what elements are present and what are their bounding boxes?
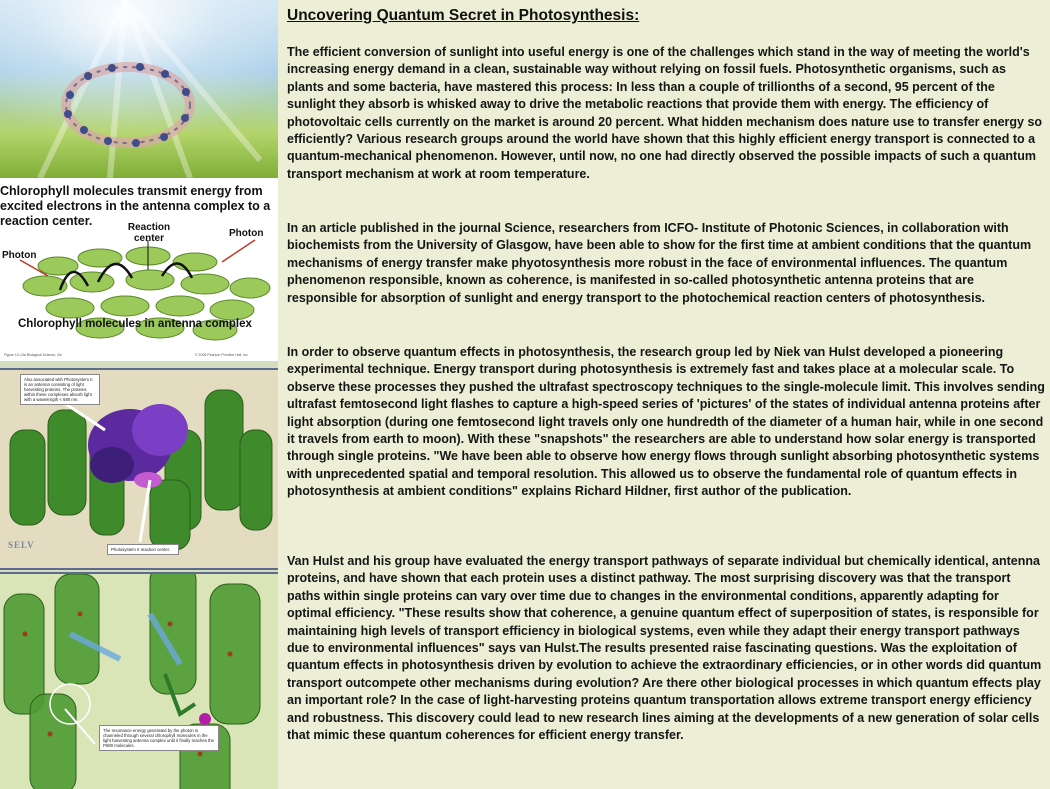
illustration-column: [0, 0, 278, 789]
article-paragraph-1: The efficient conversion of sunlight into useful energy is one of the challenges which stand in the way of meeting the world's increasing energy demand in a clean, sustainable way without relying on fossil fuels. Photosynthetic organisms, such as plants and some bacteria, have mastered this process: In less than a couple of trillionths of a second, 95 percent of the sunlight they absorb is whisked away to drive the metabolic reactions that provide them with energy. The efficiency of photovoltaic cells currently on the market is around 20 percent. What hidden mechanism does nature use to transfer energy so efficiently? Various research groups around the world have shown that this highly efficient energy transport is connected to a quantum-mechanical phenomenon. However, until now, no one had directly observed the possible impacts of such a quantum transport mechanism at work at room temperature.: [287, 45, 1043, 181]
chlorophyll-ring-graphic: [0, 0, 278, 178]
article: [278, 0, 1050, 789]
publisher-logo: SELV: [8, 540, 35, 550]
photon-label-left: Photon: [2, 250, 37, 261]
figure-source-left: Figure 10-13a Biological Science, 2/e: [4, 353, 62, 357]
article-paragraph-4: Van Hulst and his group have evaluated the energy transport pathways of separate individual but chemically identical, antenna proteins, and have shown that each protein uses a distinct pathway. The most surprising discovery was that the transport paths within single proteins can vary over time due to changes in the environmental conditions, apparently adapting for optimal efficiency. "These results show that coherence, a genuine quantum effect of superposition of states, is responsible for maintaining high levels of transport efficiency in biological systems, even while they adapt their energy transport pathways due to environmental influences" says van Hulst.The results presented raise fascinating questions. Was the exploitation of quantum effects in photosynthesis driven by evolution to achieve the extraordinary efficiencies, or in other words did quantum transport outcompete other mechanisms during evolution? Are there other biological processes in which quantum effects play an important role? In the case of light-harvesting proteins quantum transportation allows extreme transport energy efficiency and robustness. This discovery could lead to new research lines aiming at the developments of a new generation of solar cells that mimic these quantum coherences for efficient energy transfer.: [287, 554, 1042, 743]
reaction-center-callout: Photosystem II reaction center.: [107, 544, 179, 555]
figure-caption: Chlorophyll molecules transmit energy from excited electrons in the antenna complex to a reaction center.: [0, 184, 271, 228]
reaction-center-label: Reaction center: [127, 222, 171, 244]
article-paragraph-3: In order to observe quantum effects in photosynthesis, the research group led by Niek van Hulst developed a pioneering experimental technique. Energy transport during photosynthesis is extremely fast and takes place at a molecular scale. To observe these processes they pushed the ultrafast spectroscopy techniques to the single-molecule limit. This involves sending ultrafast femtosecond light flashes to capture a high-speed series of 'pictures' of the states of individual antenna proteins after light absorption (during one femtosecond light travels only one hundredth of the diameter of a human hair, while in one second it travels from earth to moon). With these "snapshots" the researchers are able to understand how solar energy is transported through single proteins. "We have been able to observe how energy flows through sunlight absorbing photosynthetic systems with unprecedented spatial and temporal resolution. This allowed us to observe the fundamental role of quantum effects in photosynthesis at ambient conditions" explains Richard Hildner, first author of the publication.: [287, 345, 1045, 499]
antenna-caption: Chlorophyll molecules in antenna complex: [18, 318, 252, 330]
resonance-energy-image: [0, 572, 278, 789]
figure-source-right: © 2005 Pearson Prentice Hall, Inc.: [195, 353, 249, 357]
resonance-callout: The resonance energy generated by the photon is channeled through several chlorophyll molecules in the light harvesting antenna complex until it finally reaches the P680 molecules.: [99, 725, 219, 751]
article-title: Uncovering Quantum Secret in Photosynthesis:: [287, 7, 640, 24]
article-paragraph-2: In an article published in the journal Science, researchers from ICFO- Institute of Photonic Sciences, in collaboration with biochemists from the University of Glasgow, have been able to show for the first time at ambient conditions that the quantum mechanisms of energy transfer make phyotosynthesis more robust in the face of environmental influences. The quantum phenomenon responsible, known as coherence, is manifested in so-called photosynthetic antenna proteins that are responsible for absorption of sunlight and energy transport to the photochemical reaction centers of photosynthesis.: [287, 221, 1032, 305]
photon-label-right: Photon: [229, 228, 264, 239]
antenna-callout: Also associated with Photosystem II is an antenna consisting of light harvesting proteins. The proteins within these complexes absorb light with a wavelength < 680 nm.: [20, 374, 100, 405]
chlorophyll-ring-image: [0, 0, 278, 178]
resonance-graphic: [0, 574, 278, 789]
